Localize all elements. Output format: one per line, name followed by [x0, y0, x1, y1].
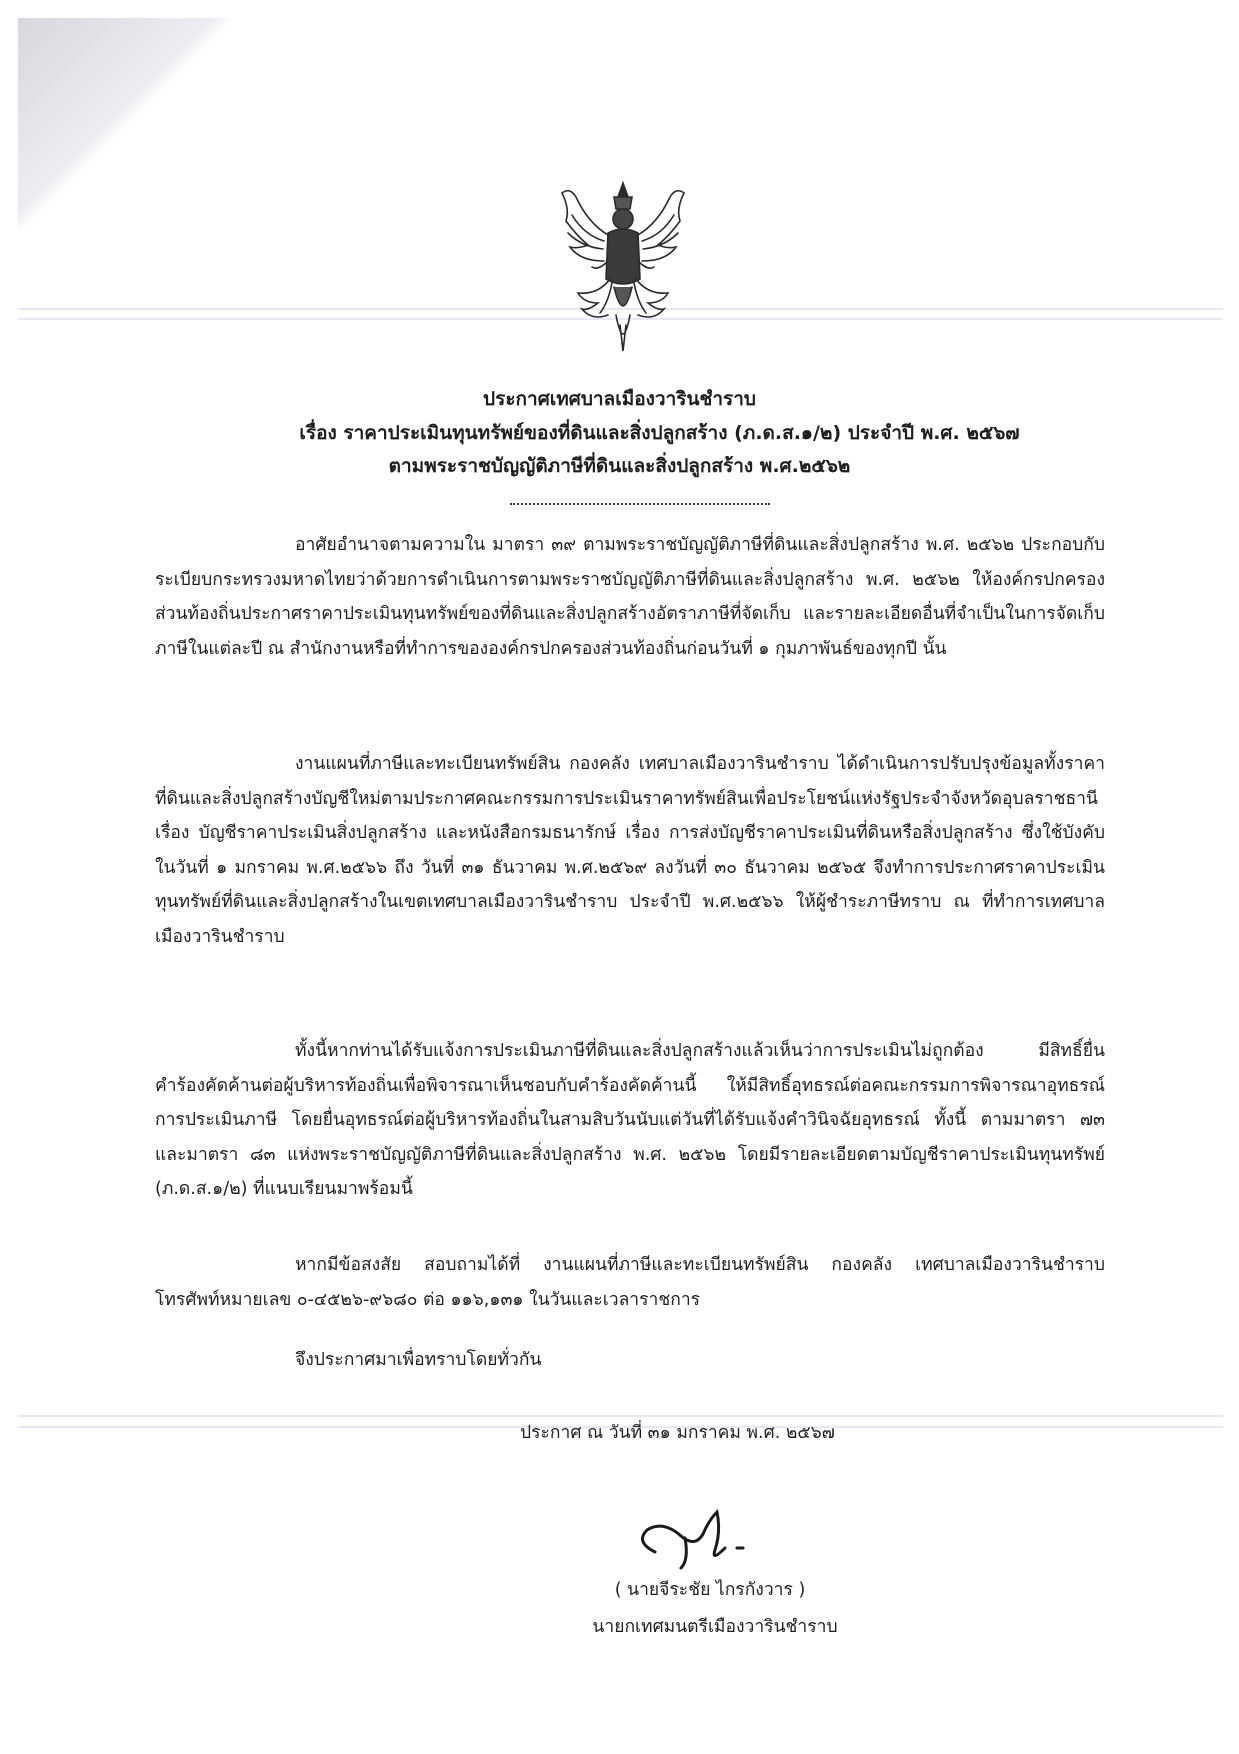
scan-corner-shading: [18, 18, 238, 233]
announcement-law: ตามพระราชบัญญัติภาษีที่ดินและสิ่งปลูกสร้าง พ.ศ.๒๕๖๒: [388, 455, 851, 477]
handwritten-signature-icon: [625, 1490, 785, 1580]
garuda-emblem-icon: [548, 175, 698, 357]
paragraph-appeal: ทั้งนี้หากท่านได้รับแจ้งการประเมินภาษีที่ดินและสิ่งปลูกสร้างแล้วเห็นว่าการประเมินไม่ถูกต้อง มีสิทธิ์ยื่นคำร้องคัดค้านต่อผู้บริหารท้องถิ่นเพื่อพิจารณาเห็นชอบกับคำร้องคัดค้านนี้ ให้มีสิทธิ์อุทธรณ์ต่อคณะกรรมการพิจารณาอุทธรณ์การประเมินภาษี โดยยื่นอุทธรณ์ต่อผู้บริหารท้องถิ่นในสามสิบวันนับแต่วันที่ได้รับแจ้งคำวินิจฉัยอุทธรณ์ ทั้งนี้ ตามมาตรา ๗๓ และมาตรา ๘๓ แห่งพระราชบัญญัติภาษีที่ดินและสิ่งปลูกสร้าง พ.ศ. ๒๕๖๒ โดยมีรายละเอียดตามบัญชีราคาประเมินทุนทรัพย์ (ภ.ด.ส.๑/๒) ที่แนบเรียนมาพร้อมนี้: [155, 1041, 1105, 1199]
paragraph-contact: หากมีข้อสงสัย สอบถามได้ที่ งานแผนที่ภาษีและทะเบียนทรัพย์สิน กองคลัง เทศบาลเมืองวารินชำราบ โทรศัพท์หมายเลข ๐-๔๕๒๖-๙๖๘๐ ต่อ ๑๑๖,๑๓๑ ในวันและเวลาราชการ: [155, 1255, 1105, 1310]
paragraph-authority: อาศัยอำนาจตามความใน มาตรา ๓๙ ตามพระราชบัญญัติภาษีที่ดินและสิ่งปลูกสร้าง พ.ศ. ๒๕๖๒ ประกอบกับระเบียบกระทรวงมหาดไทยว่าด้วยการดำเนินการตามพระราชบัญญัติภาษีที่ดินและสิ่งปลูกสร้าง พ.ศ. ๒๕๖๒ ให้องค์กรปกครองส่วนท้องถิ่นประกาศราคาประเมินทุนทรัพย์ของที่ดินและสิ่งปลูกสร้างอัตราภาษีที่จัดเก็บ และรายละเอียดอื่นที่จำเป็นในการจัดเก็บภาษีในแต่ละปี ณ สำนักงานหรือที่ทำการขององค์กรปกครองส่วนท้องถิ่นก่อนวันที่ ๑ กุมภาพันธ์ของทุกปี นั้น: [155, 535, 1105, 659]
announcement-subject: เรื่อง ราคาประเมินทุนทรัพย์ของที่ดินและสิ่งปลูกสร้าง (ภ.ด.ส.๑/๒) ประจำปี พ.ศ. ๒๕๖๗: [299, 422, 1020, 444]
paragraph-update: งานแผนที่ภาษีและทะเบียนทรัพย์สิน กองคลัง เทศบาลเมืองวารินชำราบ ได้ดำเนินการปรับปรุงข้อมูลทั้งราคาที่ดินและสิ่งปลูกสร้างบัญชีใหม่ตามประกาศคณะกรรมการประเมินราคาทรัพย์สินเพื่อประโยชน์แห่งรัฐประจำจังหวัดอุบลราชธานี เรื่อง บัญชีราคาประเมินสิ่งปลูกสร้าง และหนังสือกรมธนารักษ์ เรื่อง การส่งบัญชีราคาประเมินที่ดินหรือสิ่งปลูกสร้าง ซึ่งใช้บังคับในวันที่ ๑ มกราคม พ.ศ.๒๕๖๖ ถึง วันที่ ๓๑ ธันวาคม พ.ศ.๒๕๖๙ ลงวันที่ ๓๐ ธันวาคม ๒๕๖๕ จึงทำการประกาศราคาประเมินทุนทรัพย์ที่ดินและสิ่งปลูกสร้างในเขตเทศบาลเมืองวารินชำราบ ประจำปี พ.ศ.๒๕๖๖ ให้ผู้ชำระภาษีทราบ ณ ที่ทำการเทศบาลเมืองวารินชำราบ: [155, 754, 1105, 947]
announcement-title: ประกาศเทศบาลเมืองวารินชำราบ: [483, 388, 756, 410]
title-divider: [510, 503, 770, 505]
paragraph-closing: จึงประกาศมาเพื่อทราบโดยทั่วกัน: [295, 1350, 542, 1370]
issue-date: ประกาศ ณ วันที่ ๓๑ มกราคม พ.ศ. ๒๕๖๗: [520, 1423, 835, 1443]
signer-name: ( นายจีระชัย ไกรกังวาร ): [614, 1580, 806, 1600]
signer-title: นายกเทศมนตรีเมืองวารินชำราบ: [592, 1617, 838, 1637]
